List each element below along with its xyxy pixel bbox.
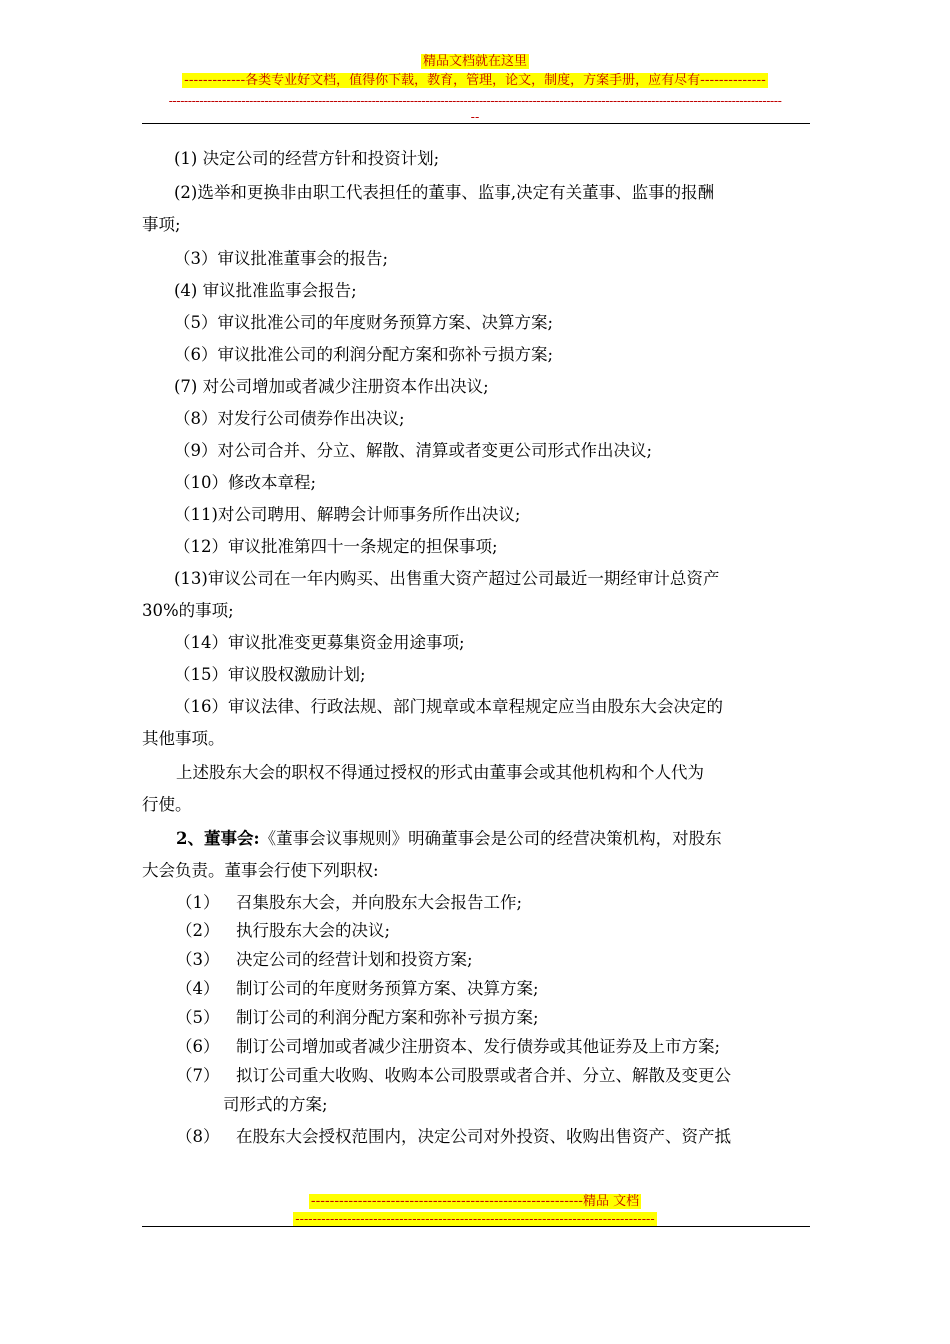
paragraph: (1) 决定公司的经营方针和投资计划;: [174, 149, 440, 168]
header-rule: [142, 123, 810, 124]
paragraph: 行使。: [142, 795, 192, 814]
header-dash-line: ----------------------------------------------------------------------------------------------------------------------------------------------------------------: [168, 94, 782, 108]
footer-label: ----------------------------------------------------------精品 文档: [310, 1194, 640, 1209]
paragraph: (4) 审议批准监事会报告;: [174, 281, 357, 300]
paragraph: （9）对公司合并、分立、解散、清算或者变更公司形式作出决议;: [174, 441, 653, 460]
header-dash-tail: --: [470, 110, 480, 124]
paragraph: （10）修改本章程;: [174, 473, 317, 492]
paragraph: 30%的事项;: [142, 601, 234, 620]
board-paragraph: [176, 827, 722, 851]
header-tagline: -------------各类专业好文档，值得你下载，教育，管理，论文，制度，方案手册，应有尽有--------------: [184, 73, 766, 88]
footer-rule: [142, 1226, 810, 1227]
paragraph: 上述股东大会的职权不得通过授权的形式由董事会或其他机构和个人代为: [176, 763, 704, 782]
paragraph: 其他事项。: [142, 729, 225, 748]
paragraph: （5）审议批准公司的年度财务预算方案、决算方案;: [174, 313, 554, 332]
paragraph: (2)选举和更换非由职工代表担任的董事、监事,决定有关董事、监事的报酬: [174, 183, 715, 202]
paragraph: 大会负责。董事会行使下列职权:: [142, 861, 379, 880]
paragraph: （12）审议批准第四十一条规定的担保事项;: [174, 537, 498, 556]
footer-dash-line: -----------------------------------------------------------------------------------: [295, 1212, 655, 1226]
header-title: 精品文档就在这里: [422, 54, 527, 69]
paragraph: （15）审议股权激励计划;: [174, 665, 366, 684]
paragraph: （16）审议法律、行政法规、部门规章或本章程规定应当由股东大会决定的: [174, 697, 723, 716]
board-heading: 2、董事会:: [176, 829, 260, 848]
paragraph: 事项;: [142, 215, 181, 234]
paragraph: （6）审议批准公司的利润分配方案和弥补亏损方案;: [174, 345, 554, 364]
board-text: 《董事会议事规则》明确董事会是公司的经营决策机构，对股东: [259, 829, 722, 848]
paragraph: （3）审议批准董事会的报告;: [174, 249, 389, 268]
paragraph: （11)对公司聘用、解聘会计师事务所作出决议;: [174, 505, 521, 524]
paragraph: (7) 对公司增加或者减少注册资本作出决议;: [174, 377, 489, 396]
paragraph: （8）对发行公司债券作出决议;: [174, 409, 405, 428]
document-page: 精品文档就在这里 -------------各类专业好文档，值得你下载，教育，管理，论文，制度，方案手册，应有尽有-------------- ---------------------------------------------------------------------------------------------------------------------------------------------------------------- -- (1) 决定公司的经营方针和投资计划; (2)选举和更换非由职工代表担任的董事、监事,决定有关董事、监事的报酬 事项; （3）审议批准董事会的报告; (4) 审议批准监事会报告; （5）审议批准公司的年度财务预算方案、决算方案; （6）审议批准公司的利润分配方案和弥补亏损方案; (7) 对公司增加或者减少注册资本作出决议; （8）对发行公司债券作出决议; （9）对公司合并、分立、解散、清算或者变更公司形式作出决议; （10）修改本章程; （11)对公司聘用、解聘会计师事务所作出决议; （12）审议批准第四十一条规定的担保事项; (13)审议公司在一年内购买、出售重大资产超过公司最近一期经审计总资产 30%的事项; （14）审议批准变更募集资金用途事项; （15）审议股权激励计划; （16）审议法律、行政法规、部门规章或本章程规定应当由股东大会决定的 其他事项。 上述股东大会的职权不得通过授权的形式由董事会或其他机构和个人代为 行使。 2、董事会:《董事会议事规则》明确董事会是公司的经营决策机构，对股东 大会负责。董事会行使下列职权: （1） 召集股东大会，并向股东大会报告工作; （2） 执行股东大会的决议; （3） 决定公司的经营计划和投资方案; （4） 制订公司的年度财务预算方案、决算方案; （5） 制订公司的利润分配方案和弥补亏损方案; （6） 制订公司增加或者减少注册资本、发行债券或其他证券及上市方案; （7） 拟订公司重大收购、收购本公司股票或者合并、分立、解散及变更公 司形式的方案; （8） 在股东大会授权范围内，决定公司对外投资、收购出售资产、资产抵 ----------------------------------------------------------精品 文档 -----------------------------------------------------------------------------------: [0, 0, 950, 1344]
paragraph: （14）审议批准变更募集资金用途事项;: [174, 633, 465, 652]
paragraph: (13)审议公司在一年内购买、出售重大资产超过公司最近一期经审计总资产: [174, 569, 720, 588]
